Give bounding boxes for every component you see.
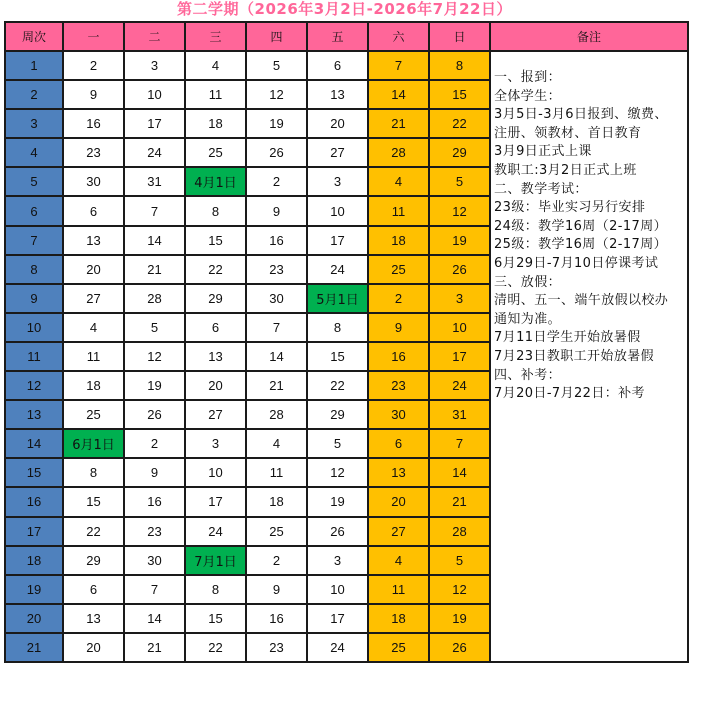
header-row <box>5 22 688 51</box>
day-cell-wed: 13 <box>185 342 246 371</box>
table-row <box>5 51 688 80</box>
day-cell-thu: 28 <box>246 400 307 429</box>
day-cell-thu: 4 <box>246 429 307 458</box>
week-number-cell: 9 <box>5 284 63 313</box>
day-cell-mon: 30 <box>63 167 124 196</box>
header-sun: 日 <box>429 22 490 51</box>
week-number-cell: 16 <box>5 487 63 516</box>
day-cell-tue: 21 <box>124 633 185 662</box>
day-cell-tue: 16 <box>124 487 185 516</box>
day-cell-tue: 9 <box>124 458 185 487</box>
day-cell-sat: 30 <box>368 400 429 429</box>
note-line: 注册、领教材、首日教育 <box>494 125 642 141</box>
note-line: 清明、五一、端午放假以校办 <box>494 293 669 309</box>
week-number-cell: 13 <box>5 400 63 429</box>
header-mon: 一 <box>63 22 124 51</box>
note-line: 四、补考： <box>494 367 562 383</box>
day-cell-tue: 17 <box>124 109 185 138</box>
day-cell-sat: 20 <box>368 487 429 516</box>
day-cell-sat: 9 <box>368 313 429 342</box>
week-number-cell: 4 <box>5 138 63 167</box>
day-cell-tue: 19 <box>124 371 185 400</box>
day-cell-mon: 23 <box>63 138 124 167</box>
day-cell-thu: 19 <box>246 109 307 138</box>
day-cell-sun: 19 <box>429 226 490 255</box>
day-cell-thu: 25 <box>246 517 307 546</box>
day-cell-tue: 21 <box>124 255 185 284</box>
day-cell-mon: 25 <box>63 400 124 429</box>
day-cell-sun: 12 <box>429 196 490 225</box>
day-cell-mon: 27 <box>63 284 124 313</box>
week-number-cell: 17 <box>5 517 63 546</box>
header-week: 周次 <box>5 22 63 51</box>
day-cell-wed: 27 <box>185 400 246 429</box>
header-tue: 二 <box>124 22 185 51</box>
day-cell-thu: 21 <box>246 371 307 400</box>
day-cell-sat: 13 <box>368 458 429 487</box>
day-cell-thu: 23 <box>246 633 307 662</box>
day-cell-mon: 11 <box>63 342 124 371</box>
day-cell-tue: 2 <box>124 429 185 458</box>
day-cell-tue: 3 <box>124 51 185 80</box>
day-cell-sun: 26 <box>429 255 490 284</box>
day-cell-thu: 14 <box>246 342 307 371</box>
day-cell-fri: 5 <box>307 429 368 458</box>
note-line: 24级：教学16周（2-17周） <box>494 218 667 234</box>
note-line: 6月29日-7月10日停课考试 <box>494 255 659 271</box>
day-cell-thu: 30 <box>246 284 307 313</box>
day-cell-sat: 18 <box>368 226 429 255</box>
note-line: 3月5日-3月6日报到、缴费、 <box>494 107 668 123</box>
day-cell-thu: 9 <box>246 196 307 225</box>
day-cell-sat: 4 <box>368 546 429 575</box>
day-cell-sun: 5 <box>429 546 490 575</box>
day-cell-mon: 6 <box>63 575 124 604</box>
week-number-cell: 12 <box>5 371 63 400</box>
semester-calendar-table <box>4 21 689 663</box>
week-number-cell: 1 <box>5 51 63 80</box>
note-line: 7月20日-7月22日：补考 <box>494 386 645 402</box>
day-cell-sun: 31 <box>429 400 490 429</box>
day-cell-tue: 31 <box>124 167 185 196</box>
day-cell-wed: 10 <box>185 458 246 487</box>
week-number-cell: 21 <box>5 633 63 662</box>
week-number-cell: 3 <box>5 109 63 138</box>
day-cell-sun: 14 <box>429 458 490 487</box>
day-cell-mon: 8 <box>63 458 124 487</box>
day-cell-sat: 23 <box>368 371 429 400</box>
day-cell-tue: 10 <box>124 80 185 109</box>
day-cell-fri: 24 <box>307 633 368 662</box>
header-fri: 五 <box>307 22 368 51</box>
day-cell-mon: 13 <box>63 604 124 633</box>
day-cell-tue: 14 <box>124 226 185 255</box>
day-cell-fri: 3 <box>307 546 368 575</box>
day-cell-fri: 10 <box>307 196 368 225</box>
week-number-cell: 19 <box>5 575 63 604</box>
day-cell-fri: 19 <box>307 487 368 516</box>
day-cell-sun: 29 <box>429 138 490 167</box>
day-cell-mon: 2 <box>63 51 124 80</box>
day-cell-fri: 8 <box>307 313 368 342</box>
day-cell-tue: 7 <box>124 196 185 225</box>
week-number-cell: 10 <box>5 313 63 342</box>
day-cell-thu: 5 <box>246 51 307 80</box>
day-cell-wed: 15 <box>185 604 246 633</box>
week-number-cell: 20 <box>5 604 63 633</box>
day-cell-sun: 5 <box>429 167 490 196</box>
day-cell-sun: 19 <box>429 604 490 633</box>
day-cell-thu: 18 <box>246 487 307 516</box>
week-number-cell: 8 <box>5 255 63 284</box>
day-cell-fri: 24 <box>307 255 368 284</box>
day-cell-sat: 18 <box>368 604 429 633</box>
day-cell-wed: 24 <box>185 517 246 546</box>
notes-cell <box>490 51 688 662</box>
day-cell-sat: 16 <box>368 342 429 371</box>
day-cell-tue: 26 <box>124 400 185 429</box>
day-cell-sun: 15 <box>429 80 490 109</box>
day-cell-mon: 13 <box>63 226 124 255</box>
header-thu: 四 <box>246 22 307 51</box>
day-cell-tue: 23 <box>124 517 185 546</box>
day-cell-thu: 9 <box>246 575 307 604</box>
day-cell-wed: 25 <box>185 138 246 167</box>
month-start-cell-wed: 4月1日 <box>185 167 246 196</box>
day-cell-tue: 14 <box>124 604 185 633</box>
day-cell-sat: 7 <box>368 51 429 80</box>
day-cell-fri: 15 <box>307 342 368 371</box>
day-cell-sat: 2 <box>368 284 429 313</box>
day-cell-sat: 11 <box>368 575 429 604</box>
day-cell-thu: 2 <box>246 546 307 575</box>
day-cell-mon: 6 <box>63 196 124 225</box>
day-cell-mon: 4 <box>63 313 124 342</box>
day-cell-fri: 13 <box>307 80 368 109</box>
note-line: 二、教学考试： <box>494 181 588 197</box>
day-cell-sun: 8 <box>429 51 490 80</box>
note-line: 7月23日教职工开始放暑假 <box>494 348 655 364</box>
month-start-cell-mon: 6月1日 <box>63 429 124 458</box>
day-cell-fri: 10 <box>307 575 368 604</box>
day-cell-fri: 3 <box>307 167 368 196</box>
day-cell-thu: 16 <box>246 226 307 255</box>
day-cell-wed: 4 <box>185 51 246 80</box>
day-cell-fri: 26 <box>307 517 368 546</box>
header-wed: 三 <box>185 22 246 51</box>
day-cell-fri: 27 <box>307 138 368 167</box>
week-number-cell: 2 <box>5 80 63 109</box>
day-cell-tue: 30 <box>124 546 185 575</box>
day-cell-thu: 12 <box>246 80 307 109</box>
week-number-cell: 7 <box>5 226 63 255</box>
note-line: 通知为准。 <box>494 311 562 327</box>
day-cell-fri: 20 <box>307 109 368 138</box>
day-cell-mon: 20 <box>63 633 124 662</box>
note-line: 3月9日正式上课 <box>494 144 592 160</box>
day-cell-sun: 3 <box>429 284 490 313</box>
day-cell-fri: 17 <box>307 604 368 633</box>
day-cell-sun: 12 <box>429 575 490 604</box>
semester-title: 第二学期（2026年3月2日-2026年7月22日） <box>177 0 512 18</box>
day-cell-sun: 21 <box>429 487 490 516</box>
day-cell-wed: 15 <box>185 226 246 255</box>
month-start-cell-fri: 5月1日 <box>307 284 368 313</box>
week-number-cell: 18 <box>5 546 63 575</box>
day-cell-mon: 9 <box>63 80 124 109</box>
note-line: 23级：毕业实习另行安排 <box>494 200 646 216</box>
day-cell-sat: 28 <box>368 138 429 167</box>
day-cell-wed: 3 <box>185 429 246 458</box>
header-notes: 备注 <box>490 22 688 51</box>
day-cell-wed: 17 <box>185 487 246 516</box>
day-cell-wed: 11 <box>185 80 246 109</box>
day-cell-mon: 15 <box>63 487 124 516</box>
day-cell-tue: 28 <box>124 284 185 313</box>
week-number-cell: 5 <box>5 167 63 196</box>
day-cell-sun: 17 <box>429 342 490 371</box>
day-cell-sun: 22 <box>429 109 490 138</box>
day-cell-mon: 22 <box>63 517 124 546</box>
day-cell-mon: 20 <box>63 255 124 284</box>
calendar-body <box>5 51 688 662</box>
day-cell-wed: 20 <box>185 371 246 400</box>
day-cell-wed: 8 <box>185 575 246 604</box>
day-cell-fri: 29 <box>307 400 368 429</box>
day-cell-sat: 6 <box>368 429 429 458</box>
week-number-cell: 6 <box>5 196 63 225</box>
day-cell-sat: 27 <box>368 517 429 546</box>
day-cell-mon: 18 <box>63 371 124 400</box>
note-line: 一、报到： <box>494 70 562 85</box>
header-sat: 六 <box>368 22 429 51</box>
week-number-cell: 14 <box>5 429 63 458</box>
week-number-cell: 15 <box>5 458 63 487</box>
day-cell-wed: 22 <box>185 633 246 662</box>
month-start-cell-wed: 7月1日 <box>185 546 246 575</box>
day-cell-sun: 10 <box>429 313 490 342</box>
day-cell-thu: 7 <box>246 313 307 342</box>
day-cell-sat: 4 <box>368 167 429 196</box>
day-cell-sat: 14 <box>368 80 429 109</box>
note-line: 25级：教学16周（2-17周） <box>494 237 667 253</box>
day-cell-sun: 26 <box>429 633 490 662</box>
day-cell-sat: 21 <box>368 109 429 138</box>
day-cell-sat: 25 <box>368 633 429 662</box>
day-cell-thu: 2 <box>246 167 307 196</box>
day-cell-sun: 28 <box>429 517 490 546</box>
day-cell-tue: 12 <box>124 342 185 371</box>
note-line: 7月11日学生开始放暑假 <box>494 330 641 346</box>
day-cell-sat: 11 <box>368 196 429 225</box>
day-cell-sat: 25 <box>368 255 429 284</box>
day-cell-wed: 29 <box>185 284 246 313</box>
day-cell-mon: 16 <box>63 109 124 138</box>
day-cell-fri: 17 <box>307 226 368 255</box>
day-cell-sun: 7 <box>429 429 490 458</box>
day-cell-thu: 23 <box>246 255 307 284</box>
day-cell-wed: 8 <box>185 196 246 225</box>
day-cell-thu: 26 <box>246 138 307 167</box>
day-cell-wed: 18 <box>185 109 246 138</box>
day-cell-tue: 24 <box>124 138 185 167</box>
day-cell-mon: 29 <box>63 546 124 575</box>
week-number-cell: 11 <box>5 342 63 371</box>
day-cell-sun: 24 <box>429 371 490 400</box>
day-cell-thu: 11 <box>246 458 307 487</box>
day-cell-fri: 6 <box>307 51 368 80</box>
day-cell-tue: 7 <box>124 575 185 604</box>
note-line: 三、放假： <box>494 274 562 290</box>
day-cell-fri: 22 <box>307 371 368 400</box>
day-cell-thu: 16 <box>246 604 307 633</box>
note-line: 全体学生： <box>494 88 562 104</box>
day-cell-fri: 12 <box>307 458 368 487</box>
day-cell-tue: 5 <box>124 313 185 342</box>
note-line: 教职工:3月2日正式上班 <box>494 162 637 178</box>
day-cell-wed: 22 <box>185 255 246 284</box>
day-cell-wed: 6 <box>185 313 246 342</box>
